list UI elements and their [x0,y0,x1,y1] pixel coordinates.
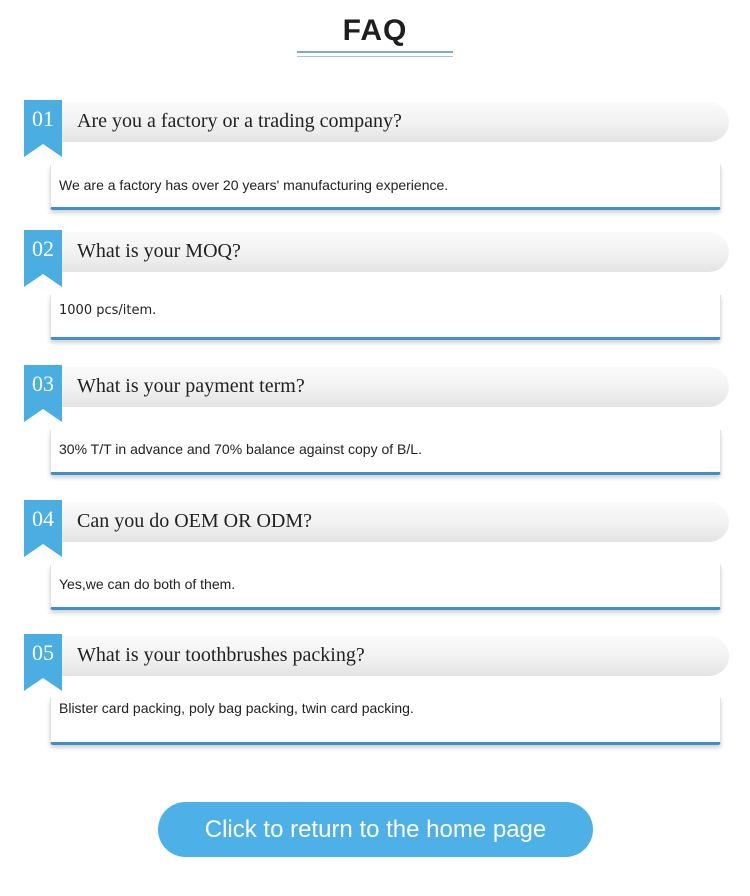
question-text: What is your MOQ? [77,240,241,262]
answer-text: Yes,we can do both of them. [59,576,236,592]
question-number: 04 [32,506,54,531]
answer-text: 1000 pcs/item. [59,303,157,318]
answer-text: We are a factory has over 20 years' manufacturing experience. [59,177,449,193]
return-home-button[interactable]: Click to return to the home page [158,802,593,857]
page-title: FAQ [342,14,408,47]
answer-box [50,430,721,475]
answer-text: Blister card packing, poly bag packing, twin card packing. [59,700,414,716]
question-text: What is your payment term? [77,375,305,397]
question-number: 03 [32,371,54,396]
answer-text: 30% T/T in advance and 70% balance against copy of B/L. [59,441,422,457]
question-text: What is your toothbrushes packing? [77,644,365,666]
question-text: Can you do OEM OR ODM? [77,510,312,532]
question-number: 02 [32,236,54,261]
answer-box [50,165,721,210]
title-divider-thin [297,56,453,57]
title-divider [297,51,453,53]
question-number: 05 [32,640,54,665]
question-number: 01 [32,106,54,131]
answer-box [50,565,721,610]
answer-box [50,295,721,340]
question-text: Are you a factory or a trading company? [77,110,402,132]
answer-box [50,698,721,745]
